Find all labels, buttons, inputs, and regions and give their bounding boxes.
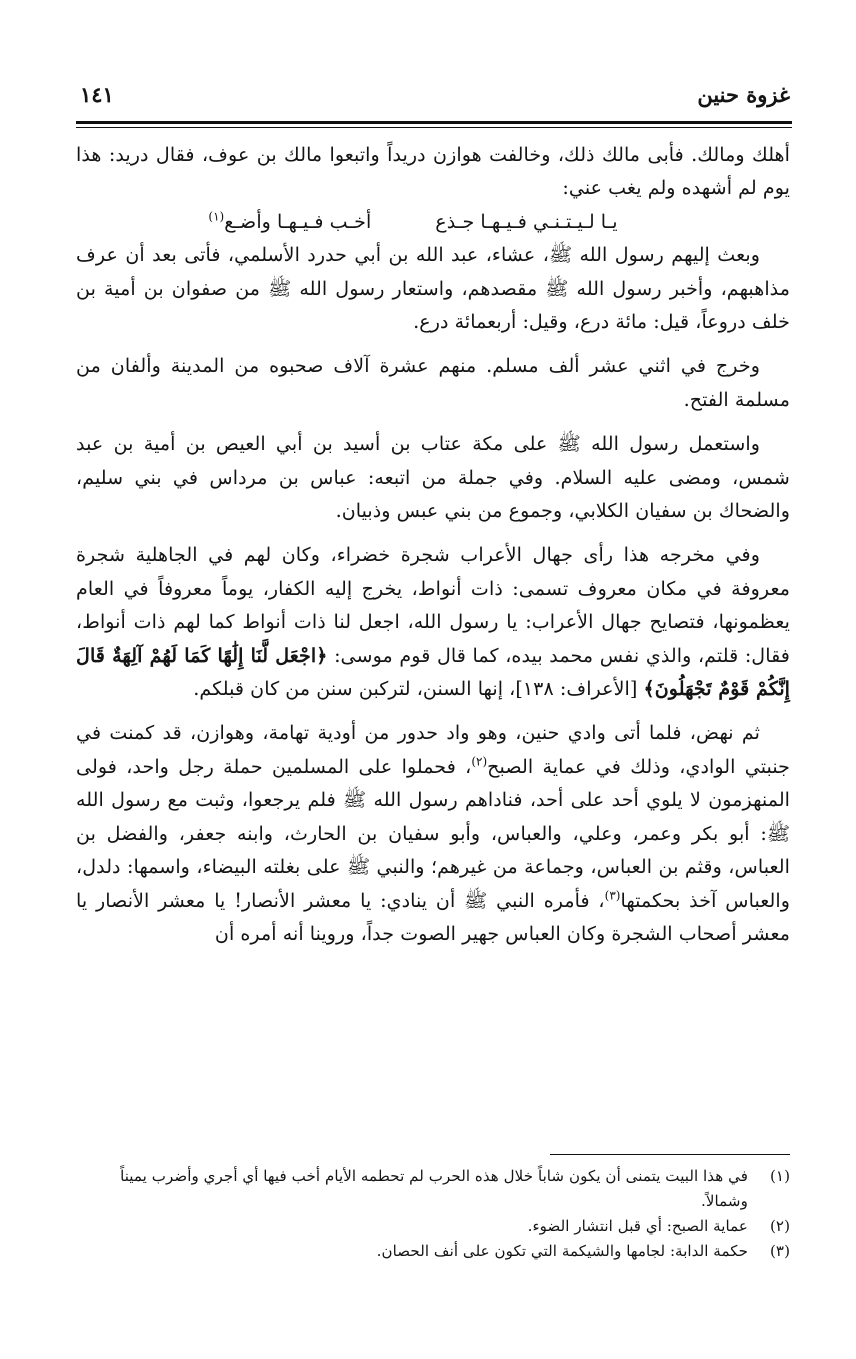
footnote-3 — [76, 1239, 790, 1264]
verse-first-hemistich: يـا لـيـتـنـي فـيـهـا جـذع — [435, 209, 618, 233]
paragraph-5-text: وفي مخرجه هذا رأى جهال الأعراب شجرة خضراء، وكان لهم في الجاهلية شجرة معروفة في مكان معروف تسمى: ذات أنواط، يخرج إليه الكفار، يوماً معروفاً في العام يعظمونها، فتصايح جهال الأعراب: يا رسول الله، اجعل لنا ذات أنواط كما لهم ذات أنواط، فقال: قلتم، والذي نفس محمد بيده، كما قال قوم موسى: — [76, 543, 790, 667]
footnote-marker-2: (٢) — [471, 754, 488, 769]
footnote-marker-1: (١) — [208, 209, 225, 224]
footnote-text: عماية الصبح: أي قبل انتشار الضوء. — [527, 1217, 748, 1235]
header-rule-thick — [76, 121, 792, 124]
paragraph-6-text-b: ، فحملوا على المسلمين حملة رجل واحد، فولى المنهزمون لا يلوي أحد على أحد، فناداهم رسول الله ﷺ فلم يرجعوا، وثبت مع رسول الله ﷺ: أبو بكر وعمر، وعلي، والعباس، وأبو سفيان بن الحارث، وابنه جعفر، والفضل بن العباس، وقثم بن العباس، وجماعة من غيرهم؛ والنبي ﷺ على بغلته البيضاء، واسمها: دلدل، والعباس آخذ بحكمتها — [76, 754, 790, 912]
paragraph-6 — [76, 716, 790, 950]
footnote-2 — [76, 1214, 790, 1239]
header-rule-thin — [76, 127, 792, 128]
footnote-1 — [76, 1164, 790, 1214]
footnote-number: (١) — [769, 1167, 790, 1185]
paragraph-6-text-c: ، فأمره النبي ﷺ أن ينادي: يا معشر الأنصار! يا معشر الأنصار يا معشر أصحاب الشجرة وكان العباس جهير الصوت جداً، وروينا أنه أمره أن — [76, 888, 790, 945]
footnote-number: (٣) — [769, 1242, 790, 1260]
poetry-verse — [76, 205, 790, 238]
paragraph-6-text-a: ثم نهض، فلما أتى وادي حنين، وهو واد حدور من أودية تهامة، وهوازن، قد كمنت في جنبتي الوادي، وذلك في عماية الصبح — [76, 721, 790, 778]
paragraph-4: واستعمل رسول الله ﷺ على مكة عتاب بن أسيد بن أبي العيص بن أمية بن عبد شمس، ومضى عليه السلام. وفي جملة من اتبعه: عباس بن مرداس في بني سليم، والضحاك بن سفيان الكلابي، وجموع من بني عبس وذبيان. — [76, 432, 790, 523]
paragraph-2: وبعث إليهم رسول الله ﷺ، عشاء، عبد الله بن أبي حدرد الأسلمي، فأتى بعد أن عرف مذاهبهم، وأخبر رسول الله ﷺ مقصدهم، واستعار رسول الله ﷺ من صفوان بن أمية بن خلف دروعاً، قيل: مائة درع، وقيل: أربعمائة درع. — [76, 243, 790, 334]
footnote-separator — [550, 1154, 790, 1155]
footnote-marker-3: (٣) — [604, 888, 621, 903]
verse-second-hemistich — [208, 205, 371, 238]
running-title: غزوة حنين — [697, 82, 790, 107]
page-header — [80, 82, 790, 116]
footnote-number: (٢) — [769, 1217, 790, 1235]
footnote-text: حكمة الدابة: لجامها والشيكمة التي تكون على أنف الحصان. — [376, 1242, 748, 1260]
footnote-text: في هذا البيت يتمنى أن يكون شاباً خلال هذه الحرب لم تحطمه الأيام أخب فيها أي أجري وأضرب يميناً وشمالاً. — [120, 1167, 748, 1210]
page-number: ١٤١ — [80, 82, 114, 107]
paragraph-5 — [76, 538, 790, 705]
main-text — [76, 138, 790, 950]
verse-second-text: أخـب فـيـهـا وأضـع — [224, 209, 372, 233]
paragraph-1: أهلك ومالك. فأبى مالك ذلك، وخالفت هوازن دريداً واتبعوا مالك بن عوف، فقال دريد: هذا يوم لم أشهده ولم يغب عني: — [76, 143, 790, 200]
quran-citation: [الأعراف: ١٣٨]، إنها السنن، لتركبن سنن من كان قبلكم. — [193, 677, 638, 701]
footnotes — [76, 1164, 790, 1264]
paragraph-3: وخرج في اثني عشر ألف مسلم. منهم عشرة آلاف صحبوه من المدينة وألفان من مسلمة الفتح. — [76, 354, 790, 411]
quran-verse: ﴿اجْعَل لَّنَا إِلَٰهًا كَمَا لَهُمْ آلِهَةٌ قَالَ إِنَّكُمْ قَوْمٌ تَجْهَلُونَ﴾ — [76, 643, 790, 701]
